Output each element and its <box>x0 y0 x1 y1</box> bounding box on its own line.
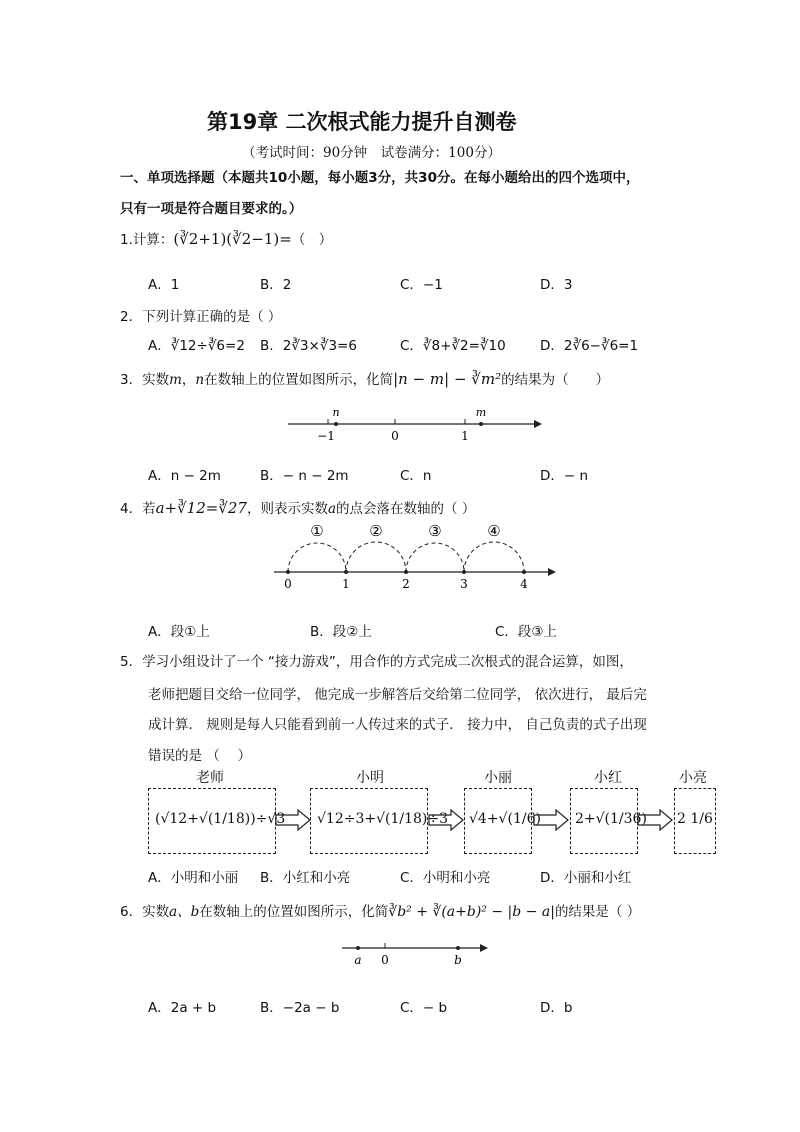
q4-expression: a+∛12=∛27 <box>155 499 247 517</box>
q6-number-line <box>338 936 494 970</box>
q3-sep: ， <box>181 372 196 388</box>
q4-segment-1: ① <box>310 522 324 540</box>
q3-tick-neg1: −1 <box>317 429 335 443</box>
q4-option-b[interactable]: B．段②上 <box>310 624 372 640</box>
q4-var-a: a <box>327 501 337 517</box>
q4-stem-a: 4．若 <box>120 501 156 517</box>
q3-point-n: n <box>332 406 340 419</box>
q4-segment-4: ④ <box>487 522 501 540</box>
q3-stem-a: 3．实数 <box>120 372 170 388</box>
q5-box-teacher <box>148 788 286 854</box>
q5-expr-xiaoli: √4+√(1/6) <box>469 811 541 827</box>
q1-option-a[interactable]: A．1 <box>148 277 180 293</box>
q1-option-c[interactable]: C．−1 <box>400 277 443 293</box>
q1-option-b[interactable]: B．2 <box>260 277 292 293</box>
q5-line2: 老师把题目交给一位同学， 他完成一步解答后交给第二位同学， 依次进行， 最后完 <box>148 687 647 703</box>
q5-option-c[interactable]: C．小明和小亮 <box>400 870 491 886</box>
q1-blank: （ ） <box>291 232 333 248</box>
page-title: 第19章 二次根式能力提升自测卷 <box>207 110 517 134</box>
exam-subtitle: （考试时间：90分钟 试卷满分：100分） <box>242 145 501 161</box>
q3-var-m: m <box>169 372 182 388</box>
q4-stem <box>120 497 475 517</box>
q5-line4: 错误的是 （ ） <box>148 748 252 764</box>
q3-tick-1: 1 <box>461 429 469 443</box>
q6-stem-c: 的结果是（ ） <box>554 904 641 920</box>
q4-tick-4: 4 <box>520 577 528 591</box>
q4-segment-2: ② <box>369 522 383 540</box>
q4-tick-3: 3 <box>460 577 468 591</box>
q4-segment-3: ③ <box>428 522 442 540</box>
q6-stem <box>120 900 640 920</box>
q5-expr-xiaoliang: 2 1/6 <box>677 811 713 827</box>
q4-tick-0: 0 <box>284 577 292 591</box>
q3-stem-c: 的结果为（ ） <box>501 372 610 388</box>
q2-option-d[interactable]: D．2∛6−∛6=1 <box>540 338 639 354</box>
q4-stem-c: 的点会落在数轴的（ ） <box>336 501 476 517</box>
q6-expression: ∛b² + ∛(a+b)² − |b − a| <box>388 904 555 920</box>
q3-option-b[interactable]: B．− n − 2m <box>260 468 349 484</box>
q3-point-m: m <box>475 406 487 419</box>
q5-expr-teacher: (√12+√(1/18))÷√3 <box>155 811 286 827</box>
q2-stem: 2．下列计算正确的是（ ） <box>120 309 282 325</box>
q5-box-xiaohong <box>570 788 647 854</box>
q5-arrow-2 <box>427 808 467 832</box>
q4-tick-2: 2 <box>402 577 410 591</box>
q6-tick-0: 0 <box>381 953 389 967</box>
q6-point-a: a <box>354 953 362 967</box>
q3-var-n: n <box>195 372 205 388</box>
q5-line1: 5．学习小组设计了一个 “接力游戏”，用合作的方式完成二次根式的混合运算，如图， <box>120 654 633 670</box>
q5-box-xiaoming <box>310 788 449 854</box>
q2-option-b[interactable]: B．2∛3×∛3=6 <box>260 338 357 354</box>
q5-person-xiaoli: 小丽 <box>484 770 512 786</box>
q1-prefix: 1.计算： <box>120 232 174 248</box>
q1-expression: (∛2+1)(∛2−1)= <box>173 230 292 248</box>
q4-tick-1: 1 <box>342 577 350 591</box>
q3-expression: |n − m| − ∛m² <box>393 370 502 388</box>
q3-stem <box>120 368 609 388</box>
section-heading-line2: 只有一项是符合题目要求的。） <box>120 201 303 217</box>
q5-option-d[interactable]: D．小丽和小红 <box>540 870 632 886</box>
q5-option-b[interactable]: B．小红和小亮 <box>260 870 351 886</box>
q5-person-xiaoming: 小明 <box>356 770 384 786</box>
q6-option-a[interactable]: A．2a + b <box>148 1000 217 1016</box>
q6-option-b[interactable]: B．−2a − b <box>260 1000 340 1016</box>
q3-stem-b: 在数轴上的位置如图所示，化简 <box>204 372 394 388</box>
q5-box-xiaoli <box>464 788 541 854</box>
q3-option-c[interactable]: C．n <box>400 468 432 484</box>
q2-option-a[interactable]: A．∛12÷∛6=2 <box>148 338 245 354</box>
q5-expr-xiaoming: √12÷3+√(1/18)÷3 <box>317 811 449 827</box>
q4-option-c[interactable]: C．段③上 <box>495 624 558 640</box>
q6-option-d[interactable]: D．b <box>540 1000 573 1016</box>
q1-stem <box>120 228 332 248</box>
q5-person-xiaohong: 小红 <box>594 770 622 786</box>
q3-option-a[interactable]: A．n − 2m <box>148 468 221 484</box>
q3-option-d[interactable]: D．− n <box>540 468 589 484</box>
q5-expr-xiaohong: 2+√(1/36) <box>575 811 647 827</box>
q5-option-a[interactable]: A．小明和小丽 <box>148 870 239 886</box>
q1-option-d[interactable]: D．3 <box>540 277 573 293</box>
q5-line3: 成计算． 规则是每人只能看到前一人传过来的式子． 接力中， 自己负责的式子出现 <box>148 717 647 733</box>
q6-option-c[interactable]: C．− b <box>400 1000 448 1016</box>
q4-option-a[interactable]: A．段①上 <box>148 624 210 640</box>
q5-box-xiaoliang <box>674 788 716 854</box>
q2-option-c[interactable]: C．∛8+∛2=∛10 <box>400 338 506 354</box>
q4-stem-b: ，则表示实数 <box>246 501 328 517</box>
q3-number-line <box>280 402 550 444</box>
q6-vars: a、b <box>169 904 200 920</box>
q4-number-line <box>268 520 568 592</box>
q6-stem-b: 在数轴上的位置如图所示，化简 <box>199 904 389 920</box>
section-heading-line1: 一、单项选择题（本题共10小题，每小题3分，共30分。在每小题给出的四个选项中， <box>120 170 640 186</box>
q5-person-xiaoliang: 小亮 <box>679 770 707 786</box>
q5-arrow-4 <box>636 808 676 832</box>
q6-point-b: b <box>454 953 462 967</box>
q6-stem-a: 6．实数 <box>120 904 170 920</box>
q3-tick-0: 0 <box>391 429 399 443</box>
q5-arrow-1 <box>274 808 314 832</box>
q5-arrow-3 <box>532 808 572 832</box>
q5-person-teacher: 老师 <box>196 770 224 786</box>
